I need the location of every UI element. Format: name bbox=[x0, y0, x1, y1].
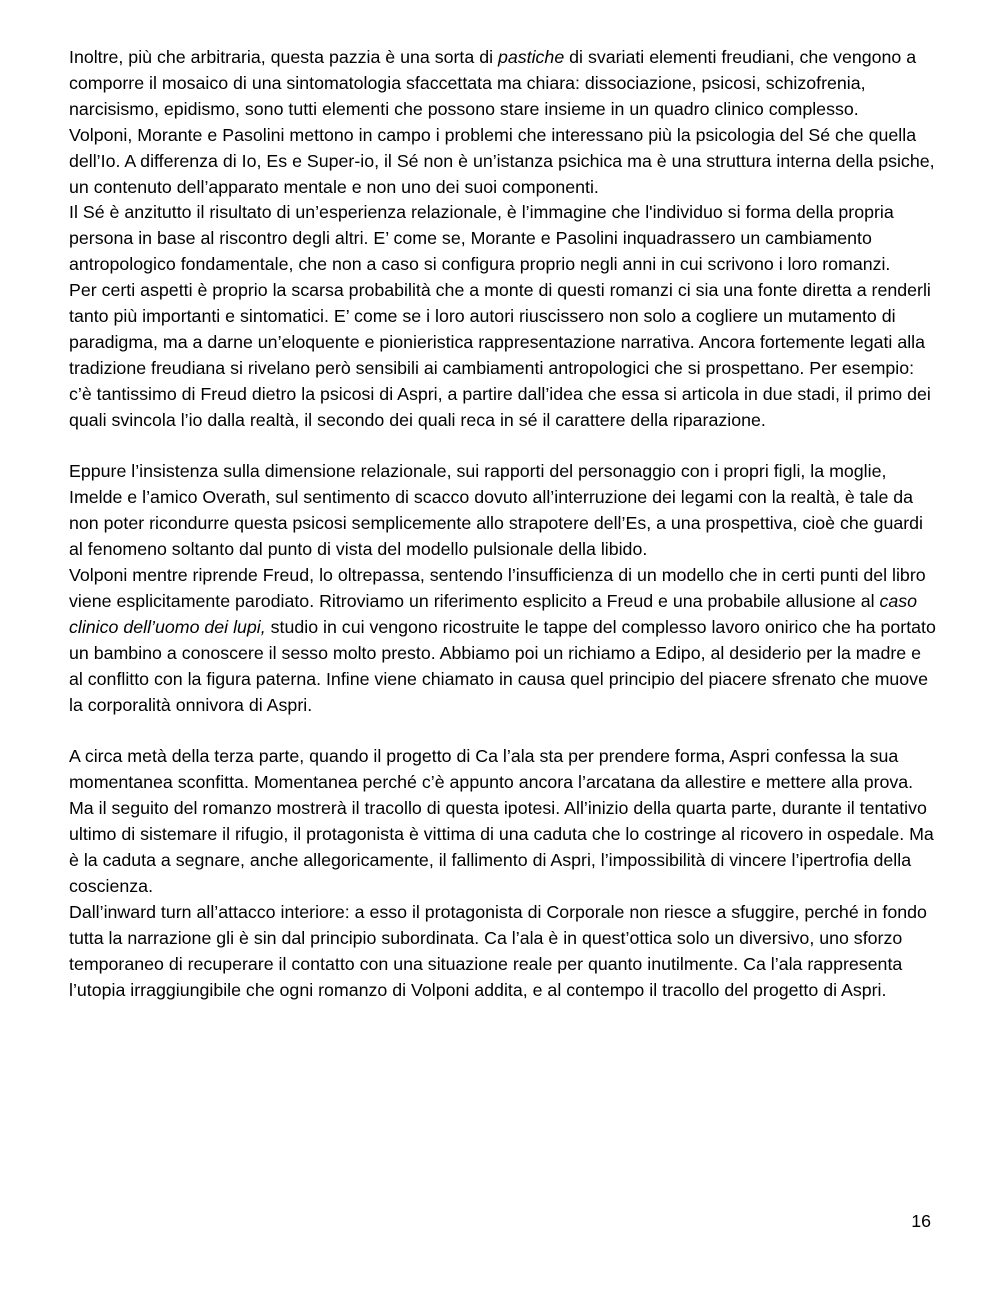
page-number: 16 bbox=[911, 1211, 931, 1231]
italic-text: pastiche bbox=[497, 47, 565, 67]
text-run: Inoltre, più che arbitraria, questa pazzia è una sorta di bbox=[69, 47, 498, 67]
text-run: A circa metà della terza parte, quando il progetto di Ca l’ala sta per prendere forma, Aspri confessa la sua momentanea sconfitta. Momentanea perché c’è appunto ancora l’arcatana da allestire e mettere alla prova. Ma il seguito del romanzo mostrerà il tracollo di questa ipotesi. All’inizio della quarta parte, durante il tentativo ultimo di sistemare il rifugio, il protagonista è vittima di una caduta che lo costringe al ricovero in ospedale. Ma è la caduta a segnare, anche allegoricamente, il fallimento di Aspri, l’impossibilità di vincere l’ipertrofia della coscienza. bbox=[69, 746, 934, 896]
paragraph bbox=[69, 459, 939, 563]
paragraph-gap bbox=[69, 719, 939, 745]
text-run: di svariati elementi freudiani, che vengono a comporre il mosaico di una sintomatologia sfaccettata ma chiara: dissociazione, psicosi, schizofrenia, narcisismo, epidismo, sono tutti elementi che possono stare insieme in un quadro clinico complesso. bbox=[69, 47, 917, 119]
document-body bbox=[69, 45, 939, 1004]
italic-text: caso clinico dell’uomo dei lupi, bbox=[69, 591, 918, 637]
paragraph-gap bbox=[69, 434, 939, 460]
text-run: Volponi mentre riprende Freud, lo oltrepassa, sentendo l’insufficienza di un modello che in certi punti del libro viene esplicitamente parodiato. Ritroviamo un riferimento esplicito a Freud e una probabile allusione al bbox=[69, 565, 926, 612]
paragraph bbox=[69, 200, 939, 278]
paragraph bbox=[69, 744, 939, 899]
text-run: Volponi, Morante e Pasolini mettono in campo i problemi che interessano più la psicologia del Sé che quella dell’Io. A differenza di Io, Es e Super-io, il Sé non è un’istanza psichica ma è una struttura interna della psiche, un contenuto dell’apparato mentale e non uno dei suoi componenti. bbox=[69, 124, 935, 197]
paragraph bbox=[69, 45, 939, 123]
text-run: studio in cui vengono ricostruite le tappe del complesso lavoro onirico che ha portato un bambino a conoscere il sesso molto presto. Abbiamo poi un richiamo a Edipo, al desiderio per la madre e al conflitto con la figura paterna. Infine viene chiamato in causa quel principio del piacere sfrenato che muove la corporalità onnivora di Aspri. bbox=[69, 616, 936, 715]
paragraph bbox=[69, 278, 939, 433]
paragraph bbox=[69, 563, 939, 718]
text-run: Eppure l’insistenza sulla dimensione relazionale, sui rapporti del personaggio con i propri figli, la moglie, Imelde e l’amico Overath, sul sentimento di scacco dovuto all’interruzione dei legami con la realtà, è tale da non poter ricondurre questa psicosi semplicemente allo strapotere dell’Es, a una prospettiva, cioè che guardi al fenomeno soltanto dal punto di vista del modello pulsionale della libido. bbox=[69, 461, 923, 560]
text-run: Per certi aspetti è proprio la scarsa probabilità che a monte di questi romanzi ci sia una fonte diretta a renderli tanto più importanti e sintomatici. E’ come se i loro autori riuscissero non solo a cogliere un mutamento di paradigma, ma a darne un’eloquente e pionieristica rappresentazione narrativa. Ancora fortemente legati alla tradizione freudiana si rivelano però sensibili ai cambiamenti antropologici che si prospettano. Per esempio: c’è tantissimo di Freud dietro la psicosi di Aspri, a partire dall’idea che essa si articola in due stadi, il primo dei quali svincola l’io dalla realtà, il secondo dei quali reca in sé il carattere della riparazione. bbox=[69, 280, 931, 430]
paragraph bbox=[69, 900, 939, 1004]
paragraph bbox=[69, 123, 939, 201]
text-run: Il Sé è anzitutto il risultato di un’esperienza relazionale, è l’immagine che l'individuo si forma della propria persona in base al riscontro degli altri. E’ come se, Morante e Pasolini inquadrassero un cambiamento antropologico fondamentale, che non a caso si configura proprio negli anni in cui scrivono i loro romanzi. bbox=[69, 202, 894, 275]
text-run: Dall’inward turn all’attacco interiore: a esso il protagonista di Corporale non riesce a sfuggire, perché in fondo tutta la narrazione gli è sin dal principio subordinata. Ca l’ala è in quest’ottica solo un diversivo, uno sforzo temporaneo di recuperare il contatto con una situazione reale per quanto inutilmente. Ca l’ala rappresenta l’utopia irraggiungibile che ogni romanzo di Volponi addita, e al contempo il tracollo del progetto di Aspri. bbox=[69, 901, 927, 1000]
